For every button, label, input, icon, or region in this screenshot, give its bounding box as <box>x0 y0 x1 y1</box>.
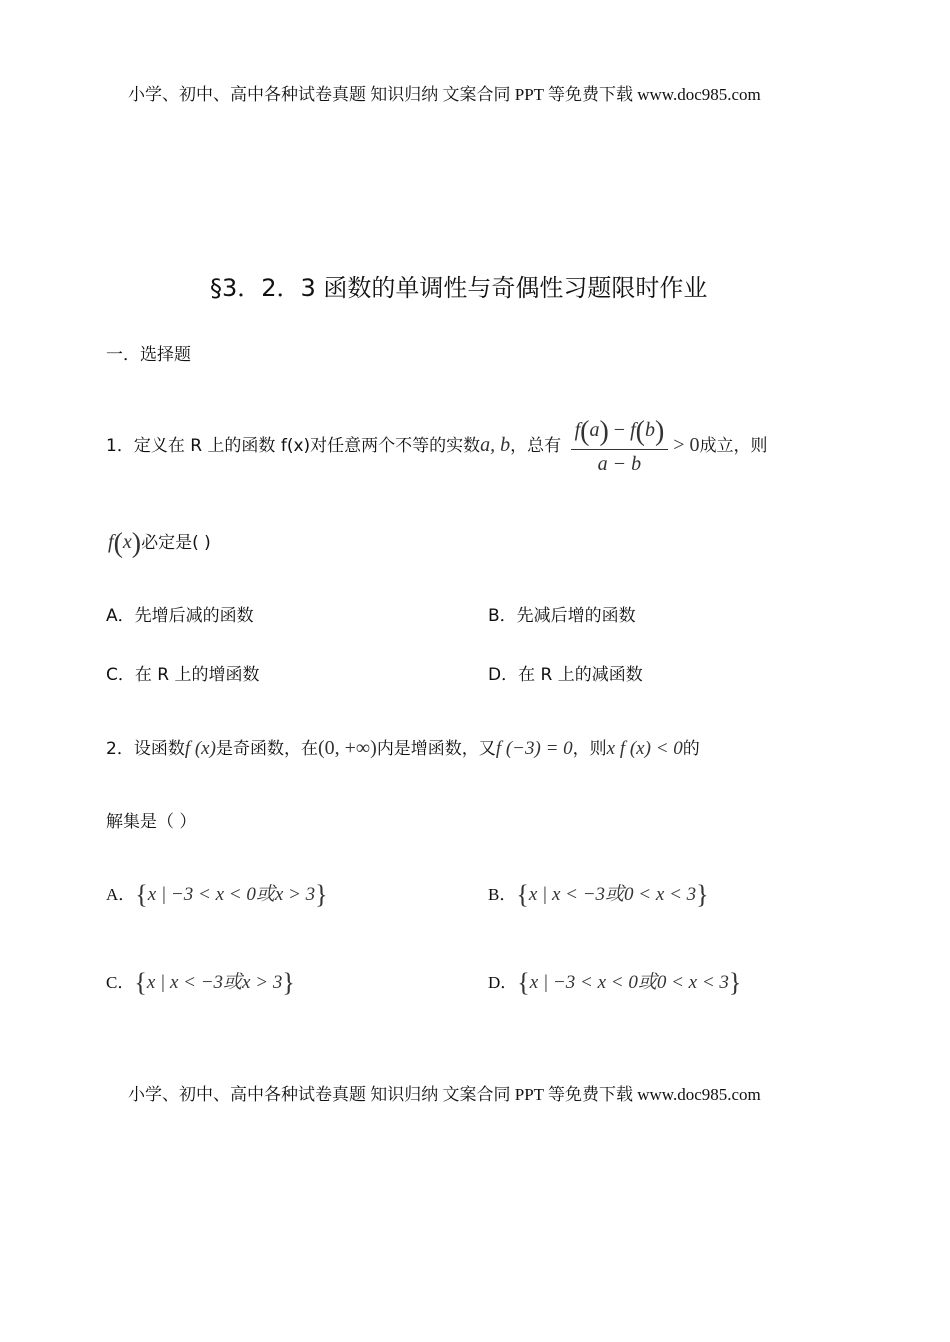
q2-interval: (0, +∞) <box>317 737 377 759</box>
q2-option-d-set: x | −3 < x < 0或0 < x < 3 <box>529 972 729 993</box>
q2-option-d-label: D． <box>488 973 518 992</box>
header-banner: 小学、初中、高中各种试卷真题 知识归纳 文案合同 PPT 等免费下载 www.doc985.com <box>128 85 761 104</box>
q1-fraction: $\frac{f(a) - f(b)}{a - b}$ <box>571 418 669 474</box>
q2-fx: f (x) <box>184 738 216 759</box>
question-2 <box>106 738 700 758</box>
q2-option-c-set: x | x < −3或x > 3 <box>146 972 283 993</box>
q1-num-f1: f <box>574 419 581 441</box>
page-title: §3．2．3 函数的单调性与奇偶性习题限时作业 <box>210 274 708 302</box>
q2-option-a-label: A． <box>106 885 136 904</box>
q1-line2-tail: 必定是( ) <box>141 533 211 553</box>
q1-num-f2: f <box>630 419 636 441</box>
footer-banner: 小学、初中、高中各种试卷真题 知识归纳 文案合同 PPT 等免费下载 www.doc985.com <box>128 1085 761 1104</box>
q2-t4: 的 <box>682 739 700 759</box>
q1-num-a: a <box>589 419 600 441</box>
q1-tail: 成立，则 <box>699 436 768 456</box>
q2-t1: 是奇函数，在 <box>215 739 318 759</box>
q1-option-a: A．先增后减的函数 <box>106 606 254 626</box>
q2-option-b-label: B． <box>488 885 517 904</box>
q2-option-b-set: x | x < −3或0 < x < 3 <box>528 884 697 905</box>
q1-num-b: b <box>644 419 655 441</box>
q1-line2-x: x <box>122 531 132 553</box>
q2-option-d: D．{x | −3 < x < 0或0 < x < 3} <box>488 968 742 997</box>
q1-mid: ，总有 <box>510 436 562 456</box>
q1-option-b: B．先减后增的函数 <box>488 606 636 626</box>
question-2-line2: 解集是（ ） <box>106 812 197 832</box>
q2-inequality: x f (x) < 0 <box>606 738 683 759</box>
q1-option-d: D．在 R 上的减函数 <box>488 665 643 685</box>
q1-line2-f: f <box>108 531 114 553</box>
question-1 <box>106 418 768 474</box>
q2-option-a: A．{x | −3 < x < 0或x > 3} <box>106 880 328 909</box>
q1-denominator: a − b <box>597 453 642 475</box>
q2-lead: 2．设函数 <box>106 739 185 759</box>
q2-t3: ，则 <box>572 739 607 759</box>
q1-option-c: C．在 R 上的增函数 <box>106 665 260 685</box>
q2-t2: 内是增函数，又 <box>376 739 496 759</box>
q1-compare: > 0 <box>668 434 700 456</box>
q2-option-c-label: C． <box>106 973 135 992</box>
q2-option-b: B．{x | x < −3或0 < x < 3} <box>488 880 709 909</box>
section-heading: 一．选择题 <box>106 345 191 365</box>
q1-lead: 1．定义在 R 上的函数 f(x)对任意两个不等的实数 <box>106 436 481 456</box>
q2-option-a-set: x | −3 < x < 0或x > 3 <box>147 884 316 905</box>
q1-num-minus: − <box>608 419 631 441</box>
q1-vars: a, b <box>480 434 511 456</box>
q2-condition: f (−3) = 0 <box>495 738 573 759</box>
question-1-line2: f(x)必定是( ) <box>108 528 211 559</box>
q2-option-c: C．{x | x < −3或x > 3} <box>106 968 295 997</box>
